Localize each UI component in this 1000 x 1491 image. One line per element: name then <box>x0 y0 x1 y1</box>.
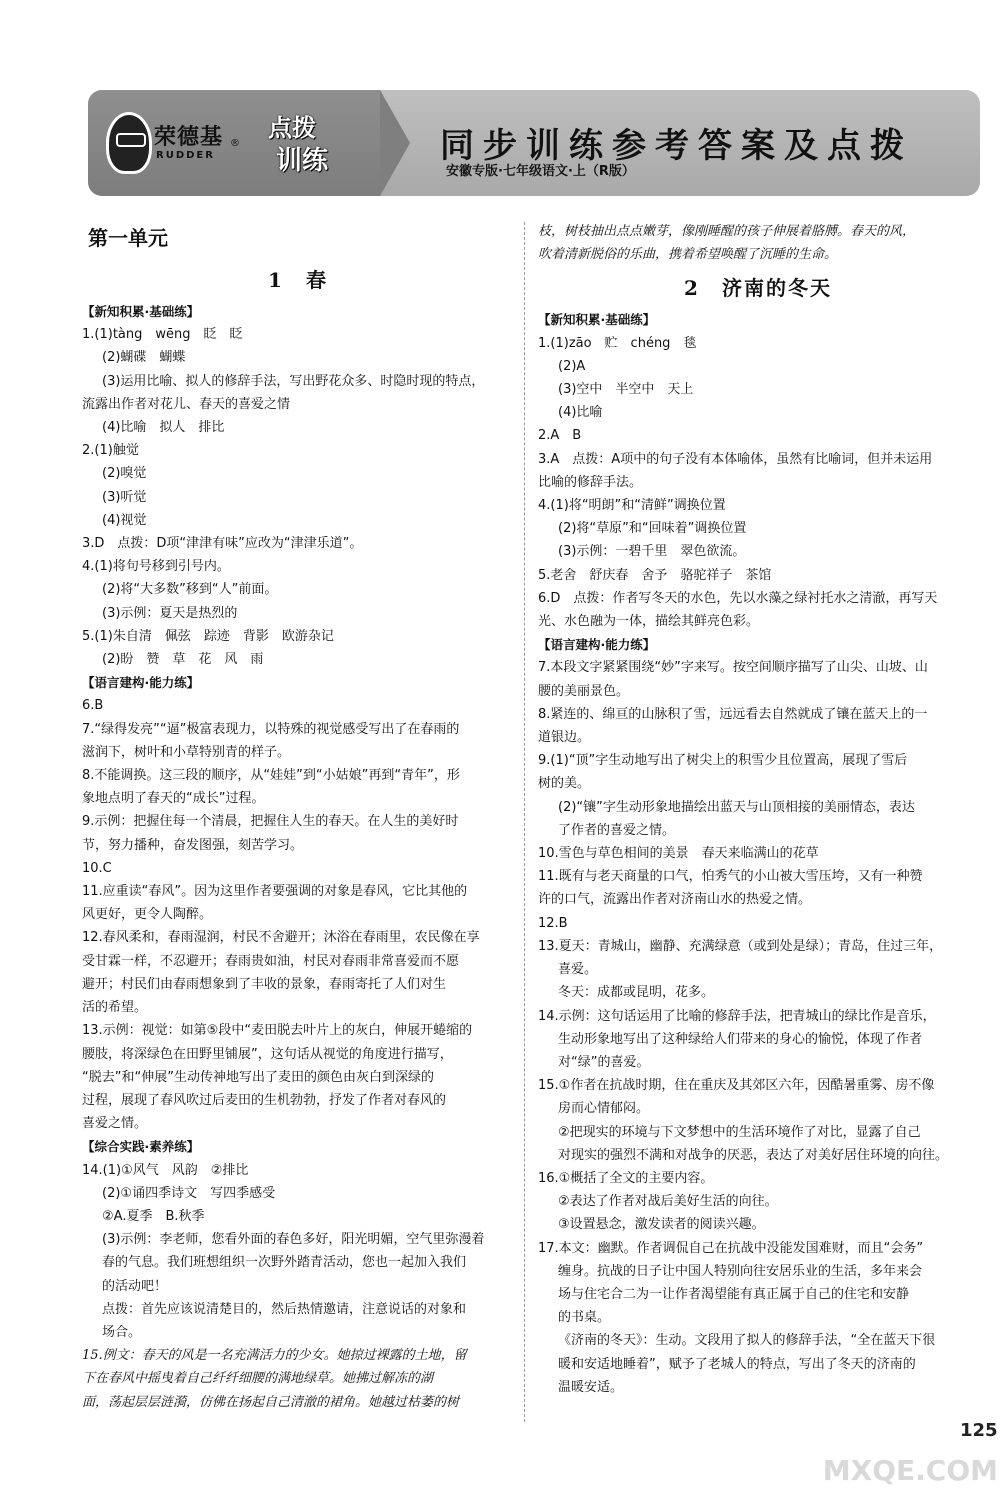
answer-line: 14.示例：这句话运用了比喻的修辞手法，把青城山的绿比作是音乐， <box>538 1008 936 1024</box>
answer-line: 点拨：首先应该说清楚目的，然后热情邀请，注意说话的对象和 <box>102 1301 467 1317</box>
answer-line: 枝，树枝抽出点点嫩芽，像刚睡醒的孩子伸展着胳膊。春天的风， <box>538 224 916 239</box>
answer-line: 10.C <box>82 860 112 876</box>
answer-line: 6.D 点拨：作者写冬天的水色，先以水藻之绿衬托水之清澈，再写天 <box>538 590 938 606</box>
answer-line: 5.老舍 舒庆春 舍予 骆驼祥子 茶馆 <box>538 567 772 583</box>
section-heading: 【语言建构·能力练】 <box>82 675 200 691</box>
brand-block <box>88 90 380 196</box>
answer-line: 5.(1)朱自清 佩弦 踪迹 背影 欧游杂记 <box>82 628 334 644</box>
answer-line: 风更好，更令人陶醉。 <box>82 907 213 923</box>
answer-line: ②A.夏季 B.秋季 <box>102 1208 205 1224</box>
answer-line: 8.不能调换。这三段的顺序，从“娃娃”到“小姑娘”再到“青年”，形 <box>82 768 460 784</box>
section-heading: 【新知积累·基础练】 <box>82 304 200 319</box>
answer-line: 喜爱。 <box>558 962 598 978</box>
answer-line: 过程，展现了春风吹过后麦田的生机勃勃，抒发了作者对春风的 <box>82 1092 447 1108</box>
answer-list <box>538 308 978 1399</box>
answer-line: 的活动吧！ <box>102 1278 168 1294</box>
continued-text <box>538 220 978 266</box>
answer-line: 比喻的修辞手法。 <box>538 474 643 490</box>
answer-line: 了作者的喜爱之情。 <box>558 822 676 838</box>
answer-line: ③设置悬念，激发读者的阅读兴趣。 <box>558 1217 765 1233</box>
answer-line: 腰肢，将深绿色在田野里铺展”，这句话从视觉的角度进行描写， <box>82 1046 453 1062</box>
answer-line: 3.A 点拨：A项中的句子没有本体喻体，虽然有比喻词，但并未运用 <box>538 451 933 467</box>
answer-line: 受甘霖一样，不忍避开；春雨贵如油，村民对春雨非常喜爱而不愿 <box>82 953 460 969</box>
brand-name: 荣德基 <box>154 125 224 150</box>
answer-line: 16.①概括了全文的主要内容。 <box>538 1170 714 1186</box>
answer-line: (4)视觉 <box>102 512 147 528</box>
answer-line: 15.①作者在抗战时期，住在重庆及其郊区六年，因酷暑重雾、房不像 <box>538 1078 935 1094</box>
series-line2: 训练 <box>276 146 329 176</box>
answer-line: 13.夏天：青城山，幽静、充满绿意（或到处是绿）；青岛，住过三年， <box>538 938 943 954</box>
answer-line: (2)蝴碟 蝴蝶 <box>102 350 186 366</box>
answer-line: (2)嗅觉 <box>102 466 147 482</box>
answer-line: 14.(1)①风气 风韵 ②排比 <box>82 1162 249 1178</box>
answer-line: 11.既有与老天商量的口气，怕秀气的小山被大雪压垮，又有一种赞 <box>538 869 923 885</box>
answer-line: (2)将“草原”和“回味着”调换位置 <box>558 521 747 537</box>
series-line1: 点拨 <box>268 114 316 142</box>
answer-line: 9.示例：把握住每一个清晨，把握住人生的春天。在人生的美好时 <box>82 814 459 830</box>
section-heading: 【综合实践·素养练】 <box>82 1139 200 1155</box>
left-column <box>82 220 514 1414</box>
answer-line: 6.B <box>82 698 104 714</box>
answer-line: 9.(1)“顶”字生动地写出了树尖上的积雪少且位置高，展现了雪后 <box>538 753 908 769</box>
answer-line: (2)盼 赞 草 花 风 雨 <box>102 652 264 668</box>
answer-line: (3)示例：李老师，您看外面的春色多好，阳光明媚，空气里弥漫着 <box>102 1232 485 1248</box>
answer-line: 《济南的冬天》：生动。文段用了拟人的修辞手法，“全在蓝天下很 <box>558 1333 936 1349</box>
answer-line: 吹着清新脱俗的乐曲，携着希望唤醒了沉睡的生命。 <box>538 247 838 263</box>
page-number: 125 <box>960 1420 998 1441</box>
answer-line: 面，荡起层层涟漪，仿佛在扬起自己清澈的裙角。她越过枯萎的树 <box>82 1394 460 1410</box>
lesson-title: 2 济南的冬天 <box>684 276 832 301</box>
answer-line: (3)示例：夏天是热烈的 <box>102 605 238 621</box>
section-heading: 【新知积累·基础练】 <box>538 312 656 328</box>
page-title: 同步训练参考答案及点拨 <box>440 126 913 166</box>
section-heading: 【语言建构·能力练】 <box>538 637 656 653</box>
answer-line: (4)比喻 拟人 排比 <box>102 420 225 436</box>
answer-line: 13.示例：视觉：如第⑤段中“麦田脱去叶片上的灰白，伸展开蜷缩的 <box>82 1023 473 1039</box>
answer-line: 喜爱之情。 <box>82 1116 148 1132</box>
answer-line: ②表达了作者对战后美好生活的向往。 <box>558 1194 778 1210</box>
right-column <box>538 220 978 1399</box>
answer-line: 4.(1)将“明朗”和“清鲜”调换位置 <box>538 498 726 514</box>
answer-line: 对“绿”的喜爱。 <box>558 1054 650 1070</box>
answer-line: (2)①诵四季诗文 写四季感受 <box>102 1185 276 1201</box>
lesson-title: 1 春 <box>268 268 328 292</box>
answer-line: 腰的美丽景色。 <box>538 683 630 699</box>
answer-line: 1.(1)zāo 贮 chéng 毯 <box>538 335 697 351</box>
column-divider <box>524 222 525 1422</box>
answer-line: (4)比喻 <box>558 405 603 421</box>
answer-line: 11.应重读“春风”。因为这里作者要强调的对象是春风，它比其他的 <box>82 884 468 900</box>
answer-line: 活的希望。 <box>82 1000 148 1016</box>
answer-line: 象地点明了春天的“成长”过程。 <box>82 791 265 807</box>
answer-line: 对现实的强烈不满和对战争的厌恶，表达了对美好居住环境的向往。 <box>558 1147 949 1163</box>
unit-title: 第一单元 <box>88 226 168 250</box>
answer-line: 3.D 点拨：D项“津津有味”应改为“津津乐道”。 <box>82 536 363 552</box>
answer-line: 7.“绿得发亮”“逼”极富表现力，以特殊的视觉感受写出了在春雨的 <box>82 721 460 737</box>
brand-sub: RUDDER <box>156 150 215 161</box>
mascot-logo <box>106 112 152 174</box>
answer-line: 1.(1)tàng wēng 眨 眨 <box>82 327 243 343</box>
answer-line: 场与住宅合二为一让作者渴望能有真正属于自己的住宅和安静 <box>558 1286 910 1302</box>
registered-mark: ® <box>230 138 240 149</box>
answer-line: 17.本文：幽默。作者调侃自己在抗战中没能发国难财，而且“会务” <box>538 1240 924 1256</box>
answer-line: 避开；村民们由春雨想象到了丰收的景象，春雨寄托了人们对生 <box>82 976 447 992</box>
answer-line: 春的气息。我们班想组织一次野外踏青活动，您也一起加入我们 <box>102 1255 467 1271</box>
answer-line: 房而心情郁闷。 <box>558 1101 650 1117</box>
answer-line: (3)运用比喻、拟人的修辞手法，写出野花众多、时隐时现的特点， <box>102 373 485 389</box>
answer-line: ②把现实的环境与下文梦想中的生活环境作了对比，显露了自己 <box>558 1124 921 1140</box>
answer-line: 4.(1)将句号移到引号内。 <box>82 559 230 575</box>
answer-line: 滋润下，树叶和小草特别青的样子。 <box>82 744 291 760</box>
answer-line: 光、水色融为一体，描绘其鲜亮色彩。 <box>538 614 760 630</box>
answer-line: 的书桌。 <box>558 1310 611 1326</box>
answer-line: (3)空中 半空中 天上 <box>558 382 694 398</box>
answer-line: (2)将“大多数”移到“人”前面。 <box>102 582 278 598</box>
answer-list <box>82 300 514 1414</box>
answer-line: 冬天：成都或昆明，花多。 <box>558 985 715 1001</box>
banner-arrow-shape <box>380 90 410 196</box>
answer-line: 10.雪色与草色相间的美景 春天来临满山的花草 <box>538 846 819 862</box>
answer-line: (3)听觉 <box>102 489 147 505</box>
answer-line: 15.例文：春天的风是一名充满活力的少女。她掠过裸露的土地，留 <box>82 1348 467 1364</box>
answer-line: 12.春风柔和，春雨湿润，村民不舍避开；沐浴在春雨里，农民像在享 <box>82 930 480 946</box>
answer-line: 流露出作者对花儿、春天的喜爱之情 <box>82 396 291 412</box>
answer-line: 场合。 <box>102 1324 142 1340</box>
watermark: MXQE.COM <box>822 1454 998 1487</box>
answer-line: “脱去”和“伸展”生动传神地写出了麦田的颜色由灰白到深绿的 <box>82 1069 434 1085</box>
answer-line: 12.B <box>538 915 568 931</box>
answer-line: 2.(1)触觉 <box>82 443 139 459</box>
answer-line: (3)示例：一碧千里 翠色欲流。 <box>558 544 746 560</box>
answer-line: 道银边。 <box>538 730 591 746</box>
answer-line: 下在春风中摇曳着自己纤纤细腰的满地绿草。她拂过解冻的湖 <box>82 1371 434 1387</box>
series-logo <box>250 108 370 178</box>
answer-line: (2)A <box>558 358 586 374</box>
answer-line: (2)“镶”字生动形象地描绘出蓝天与山顶相接的美丽情态，表达 <box>558 799 915 815</box>
answer-line: 树的美。 <box>538 776 591 792</box>
answer-line: 7.本段文字紧紧围绕“妙”字来写。按空间顺序描写了山尖、山坡、山 <box>538 660 928 676</box>
answer-line: 节，努力播种，奋发图强，刻苦学习。 <box>82 837 304 853</box>
answer-line: 缠身。抗战的日子让中国人特别向往安居乐业的生活，多年来会 <box>558 1263 923 1279</box>
answer-line: 许的口气，流露出作者对济南山水的热爱之情。 <box>538 892 812 908</box>
answer-line: 生动形象地写出了这种绿给人们带来的身心的愉悦，体现了作者 <box>558 1031 923 1047</box>
answer-line: 温暖安适。 <box>558 1379 624 1395</box>
answer-line: 暖和安适地睡着”，赋予了老城人的特点，写出了冬天的济南的 <box>558 1356 916 1372</box>
header-banner <box>88 90 980 196</box>
answer-line: 2.A B <box>538 428 582 444</box>
page-subtitle: 安徽专版·七年级语文·上（R版） <box>446 164 635 179</box>
answer-line: 8.紧连的、绵亘的山脉积了雪，远远看去自然就成了镶在蓝天上的一 <box>538 706 928 722</box>
